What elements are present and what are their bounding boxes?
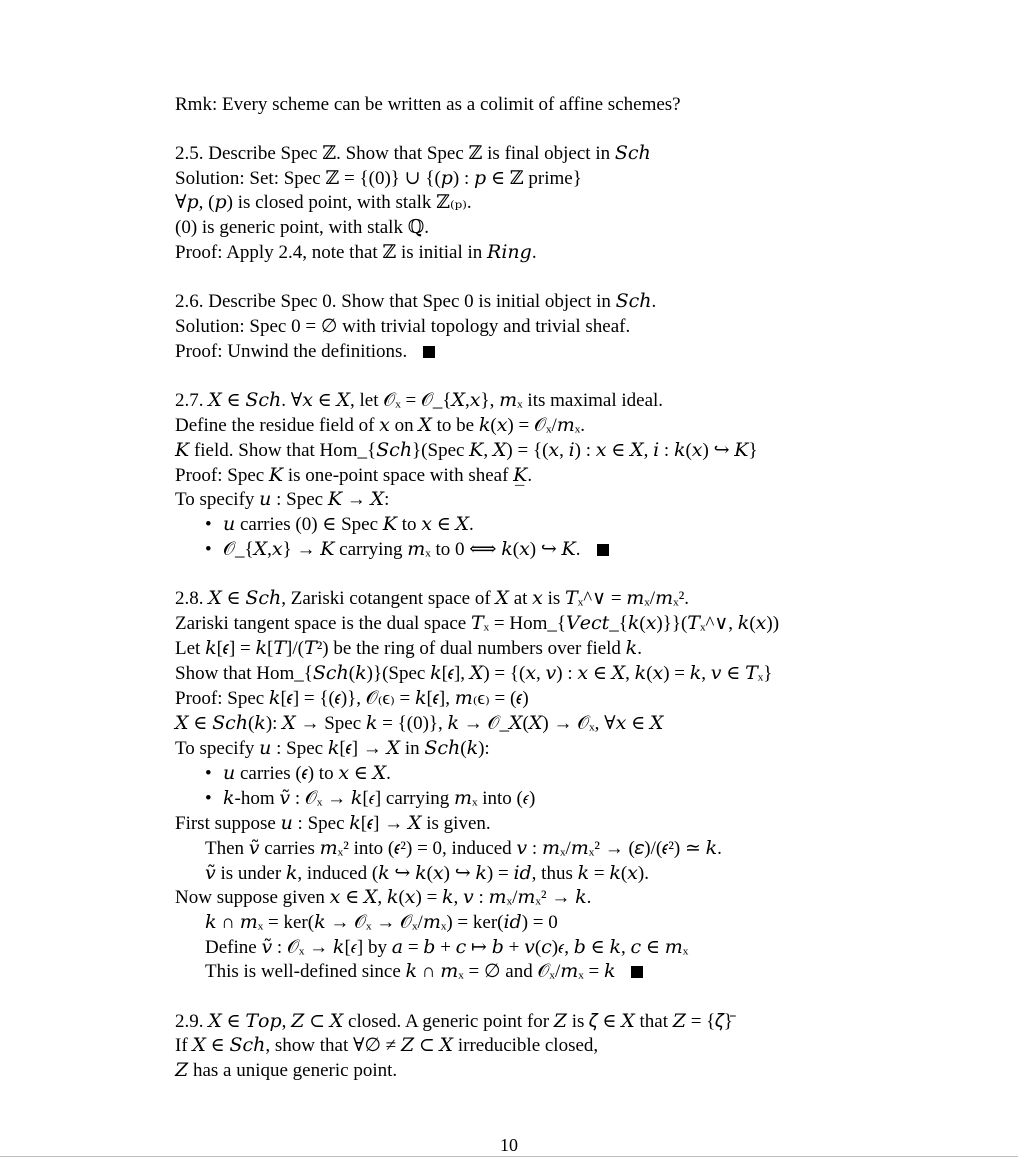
page-bottom-divider	[0, 1156, 1018, 1157]
indented-line: Define 𝑣̃ : 𝒪ₓ → 𝑘[𝜖] by 𝑎 = 𝑏 + 𝑐 ↦ 𝑏 + 𝑣(𝑐)𝜖, 𝑏 ∈ 𝑘, 𝑐 ∈ 𝑚ₓ	[205, 937, 689, 958]
bullet-item: • 𝑢 carries (𝜖) to 𝑥 ∈ 𝑋.	[223, 762, 391, 786]
bullet-item: • 𝑢 carries (0) ∈ Spec 𝐾 to 𝑥 ∈ 𝑋.	[223, 513, 474, 537]
indented-line: 𝑣̃ is under 𝑘, induced (𝑘 ↪ 𝑘(𝑥) ↪ 𝑘) = 𝑖𝑑, thus 𝑘 = 𝑘(𝑥).	[205, 863, 649, 884]
text-line: Show that Hom_{𝑆𝑐ℎ(𝑘)}(Spec 𝑘[𝜖], 𝑋) = {(𝑥, 𝑣) : 𝑥 ∈ 𝑋, 𝑘(𝑥) = 𝑘, 𝑣 ∈ 𝑇ₓ}	[175, 663, 773, 684]
text-line: Proof: Apply 2.4, note that ℤ is initial in 𝑅𝑖𝑛𝑔.	[175, 242, 537, 263]
indented-line: Then 𝑣̃ carries 𝑚ₓ² into (𝜖²) = 0, induced 𝑣 : 𝑚ₓ/𝑚ₓ² → (𝜀)/(𝜖²) ≃ 𝑘.	[205, 838, 722, 859]
bullet-item	[223, 538, 609, 562]
indented-line: 𝑘 ∩ 𝑚ₓ = ker(𝑘 → 𝒪ₓ → 𝒪ₓ/𝑚ₓ) = ker(𝑖𝑑) = 0	[205, 912, 558, 933]
text-line: First suppose 𝑢 : Spec 𝑘[𝜖] → 𝑋 is given.	[175, 813, 491, 834]
problem-2-6-statement: 2.6. Describe Spec 0. Show that Spec 0 is initial object in 𝑆𝑐ℎ.	[175, 291, 657, 312]
text-line: Let 𝑘[𝜖] = 𝑘[𝑇]/(𝑇²) be the ring of dual numbers over field 𝑘.	[175, 638, 642, 659]
text-line	[175, 340, 435, 364]
text-line: Define the residue field of 𝑥 on 𝑋 to be 𝑘(𝑥) = 𝒪ₓ/𝑚ₓ.	[175, 415, 586, 436]
indented-line	[205, 960, 643, 984]
text-line: 𝐾 field. Show that Hom_{𝑆𝑐ℎ}(Spec 𝐾, 𝑋) = {(𝑥, 𝑖) : 𝑥 ∈ 𝑋, 𝑖 : 𝑘(𝑥) ↪ 𝐾}	[175, 440, 758, 461]
qed-icon	[597, 544, 609, 556]
text-line: To specify 𝑢 : Spec 𝐾 → 𝑋:	[175, 489, 390, 510]
page-number: 10	[500, 1135, 518, 1155]
text-line: (0) is generic point, with stalk ℚ.	[175, 217, 430, 238]
problem-2-8-statement: 2.8. 𝑋 ∈ 𝑆𝑐ℎ, Zariski cotangent space of 𝑋 at 𝑥 is 𝑇ₓ^∨ = 𝑚ₓ/𝑚ₓ².	[175, 588, 690, 609]
problem-2-5-statement: 2.5. Describe Spec ℤ. Show that Spec ℤ is final object in 𝑆𝑐ℎ	[175, 143, 651, 164]
text-line: 𝑋 ∈ 𝑆𝑐ℎ(𝑘): 𝑋 → Spec 𝑘 = {(0)}, 𝑘 → 𝒪_𝑋(𝑋) → 𝒪ₓ, ∀𝑥 ∈ 𝑋	[175, 713, 664, 734]
remark-line: Rmk: Every scheme can be written as a colimit of affine schemes?	[175, 94, 681, 115]
text-line: Solution: Spec 0 = ∅ with trivial topology and trivial sheaf.	[175, 316, 631, 337]
bullet-item: • 𝑘-hom 𝑣̃ : 𝒪ₓ → 𝑘[𝜖] carrying 𝑚ₓ into (𝜖)	[223, 787, 535, 811]
text-line: Zariski tangent space is the dual space 𝑇ₓ = Hom_{𝑉𝑒𝑐𝑡_{𝑘(𝑥)}}(𝑇ₓ^∨, 𝑘(𝑥))	[175, 613, 780, 634]
problem-2-9-statement: 2.9. 𝑋 ∈ 𝑇𝑜𝑝, 𝑍 ⊂ 𝑋 closed. A generic point for 𝑍 is 𝜁 ∈ 𝑋 that 𝑍 = {𝜁}̄	[175, 1011, 733, 1032]
text-line: Now suppose given 𝑥 ∈ 𝑋, 𝑘(𝑥) = 𝑘, 𝑣 : 𝑚ₓ/𝑚ₓ² → 𝑘.	[175, 887, 592, 908]
problem-2-7-statement: 2.7. 𝑋 ∈ 𝑆𝑐ℎ. ∀𝑥 ∈ 𝑋, let 𝒪ₓ = 𝒪_{𝑋,𝑥}, 𝑚ₓ its maximal ideal.	[175, 390, 664, 411]
text-line: Solution: Set: Spec ℤ = {(0)} ∪ {(𝑝) : 𝑝 ∈ ℤ prime}	[175, 168, 582, 189]
text-line: 𝑍 has a unique generic point.	[175, 1060, 398, 1081]
text-line: If 𝑋 ∈ 𝑆𝑐ℎ, show that ∀∅ ≠ 𝑍 ⊂ 𝑋 irreducible closed,	[175, 1035, 599, 1056]
bullet-text: 𝒪_{𝑋,𝑥} → 𝐾 carrying 𝑚ₓ to 0 ⟺ 𝑘(𝑥) ↪ 𝐾.	[223, 539, 581, 560]
text-line: To specify 𝑢 : Spec 𝑘[𝜖] → 𝑋 in 𝑆𝑐ℎ(𝑘):	[175, 738, 490, 759]
qed-icon	[423, 346, 435, 358]
text-line: Proof: Spec 𝑘[𝜖] = {(𝜖)}, 𝒪₍ϵ₎ = 𝑘[𝜖], 𝑚₍ϵ₎ = (𝜖)	[175, 688, 529, 709]
qed-icon	[631, 966, 643, 978]
proof-text: Proof: Unwind the definitions.	[175, 341, 408, 362]
text-line: Proof: Spec 𝐾 is one-point space with sheaf 𝐾̲.	[175, 465, 533, 486]
indented-text: This is well-defined since 𝑘 ∩ 𝑚ₓ = ∅ and 𝒪ₓ/𝑚ₓ = 𝑘	[205, 961, 616, 982]
text-line: ∀𝑝, (𝑝) is closed point, with stalk ℤ₍ₚ₎.	[175, 192, 472, 213]
